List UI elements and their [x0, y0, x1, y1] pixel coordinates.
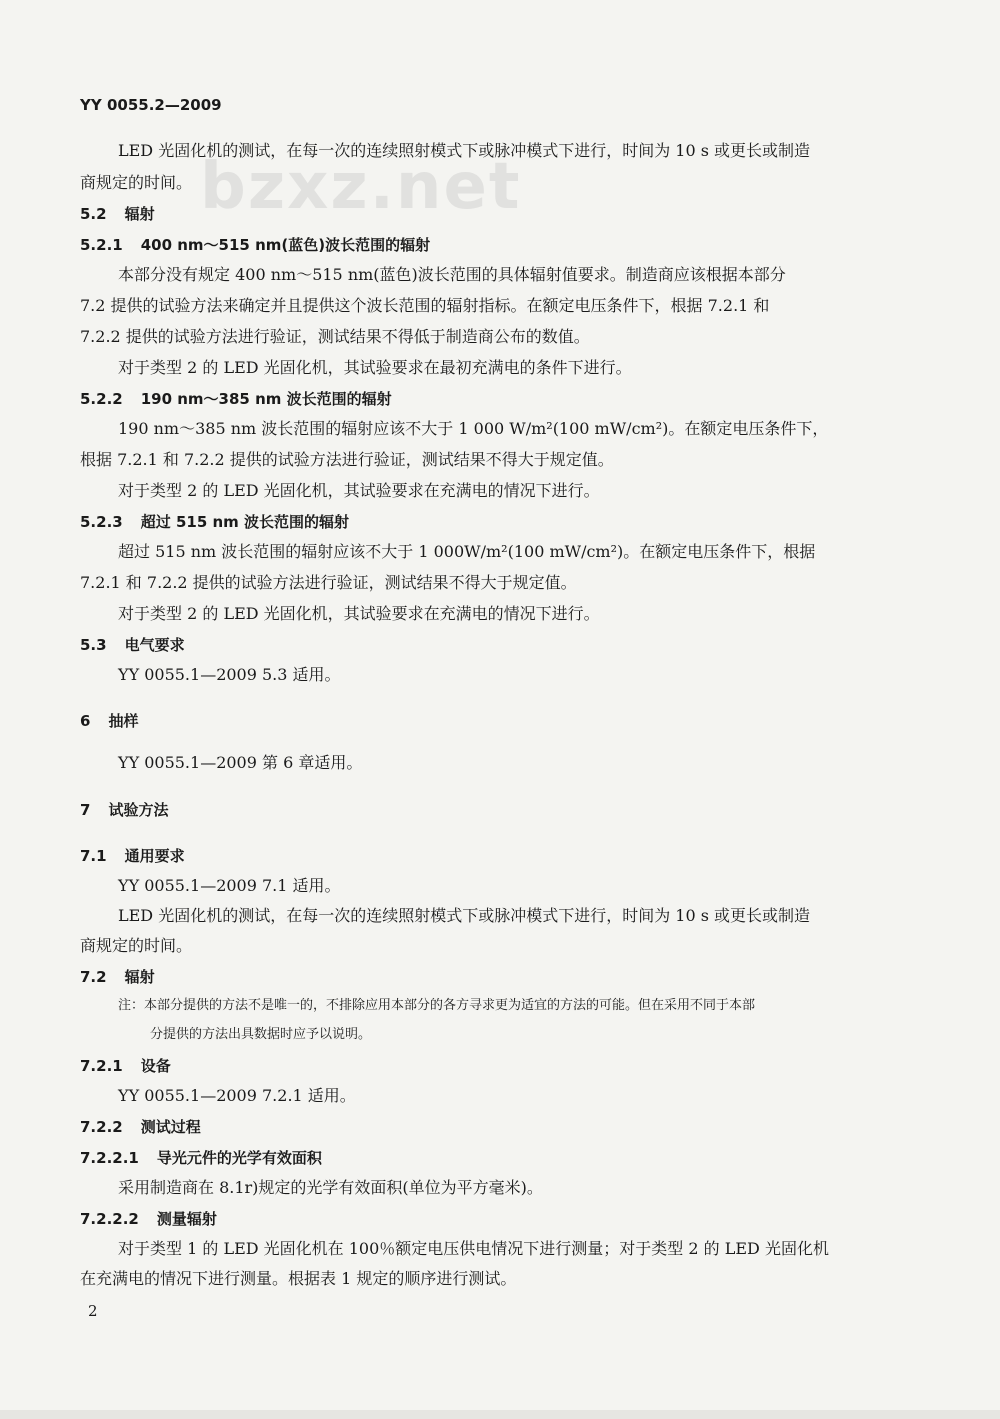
section-title: 设备 [140, 1057, 171, 1075]
section-heading-5-2-2 [80, 388, 392, 410]
paragraph-line: 对于类型 1 的 LED 光固化机在 100％额定电压供电情况下进行测量；对于类型 2 的 LED 光固化机 [118, 1239, 829, 1258]
paragraph-line: YY 0055.1—2009 7.2.1 适用。 [118, 1086, 356, 1105]
section-title: 导光元件的光学有效面积 [156, 1149, 322, 1167]
page-number: 2 [88, 1302, 98, 1320]
section-heading-7-2-1 [80, 1055, 171, 1077]
paragraph-line: 7.2.1 和 7.2.2 提供的试验方法进行验证，测试结果不得大于规定值。 [80, 573, 577, 592]
section-number: 5.2.3 [80, 513, 123, 531]
chapter-heading-6 [80, 710, 138, 732]
section-title: 辐射 [124, 968, 155, 986]
paragraph-line: 根据 7.2.1 和 7.2.2 提供的试验方法进行验证，测试结果不得大于规定值。 [80, 450, 614, 469]
paragraph-line: 本部分没有规定 400 nm～515 nm(蓝色)波长范围的具体辐射值要求。制造商应该根据本部分 [118, 265, 786, 284]
section-title: 190 nm～385 nm 波长范围的辐射 [140, 390, 392, 408]
section-number: 5.2.2 [80, 390, 123, 408]
page-bottom-edge [0, 1410, 1000, 1419]
paragraph-line: LED 光固化机的测试，在每一次的连续照射模式下或脉冲模式下进行，时间为 10 s 或更长或制造 [118, 906, 811, 925]
section-title: 试验方法 [108, 801, 169, 819]
note-line: 注：本部分提供的方法不是唯一的，不排除应用本部分的各方寻求更为适宜的方法的可能。但在采用不同于本部 [118, 998, 756, 1013]
paragraph-line: 7.2 提供的试验方法来确定并且提供这个波长范围的辐射指标。在额定电压条件下，根据 7.2.1 和 [80, 296, 770, 315]
section-number: 7.2 [80, 968, 107, 986]
section-number: 5.2.1 [80, 236, 123, 254]
section-number: 7.1 [80, 847, 107, 865]
chapter-heading-7 [80, 799, 168, 821]
section-number: 5.3 [80, 636, 107, 654]
paragraph-line: 在充满电的情况下进行测量。根据表 1 规定的顺序进行测试。 [80, 1269, 517, 1288]
paragraph-line: 对于类型 2 的 LED 光固化机，其试验要求在充满电的情况下进行。 [118, 481, 600, 500]
section-heading-7-2-2-2 [80, 1208, 217, 1230]
paragraph-line: YY 0055.1—2009 7.1 适用。 [118, 876, 341, 895]
paragraph-line: 商规定的时间。 [80, 936, 193, 955]
section-title: 超过 515 nm 波长范围的辐射 [140, 513, 350, 531]
section-number: 7.2.1 [80, 1057, 123, 1075]
section-title: 通用要求 [124, 847, 185, 865]
paragraph-line: 超过 515 nm 波长范围的辐射应该不大于 1 000W/m²(100 mW/cm²)。在额定电压条件下，根据 [118, 542, 816, 561]
paragraph-line: 7.2.2 提供的试验方法进行验证，测试结果不得低于制造商公布的数值。 [80, 327, 590, 346]
standard-code: YY 0055.2—2009 [80, 96, 222, 114]
section-heading-5-2-3 [80, 511, 349, 533]
paragraph-line: YY 0055.1—2009 5.3 适用。 [118, 665, 341, 684]
section-title: 测量辐射 [156, 1210, 217, 1228]
section-heading-5-3 [80, 634, 185, 656]
section-title: 电气要求 [124, 636, 185, 654]
section-heading-7-2 [80, 966, 155, 988]
section-heading-5-2 [80, 203, 155, 225]
section-number: 7 [80, 801, 91, 819]
paragraph-line: YY 0055.1—2009 第 6 章适用。 [118, 753, 363, 772]
section-title: 测试过程 [140, 1118, 201, 1136]
paragraph-line: LED 光固化机的测试，在每一次的连续照射模式下或脉冲模式下进行，时间为 10 s 或更长或制造 [118, 141, 811, 160]
section-heading-5-2-1 [80, 234, 430, 256]
paragraph-line: 对于类型 2 的 LED 光固化机，其试验要求在最初充满电的条件下进行。 [118, 358, 632, 377]
section-heading-7-2-2-1 [80, 1147, 322, 1169]
section-number: 7.2.2.1 [80, 1149, 139, 1167]
paragraph-line: 采用制造商在 8.1r)规定的光学有效面积(单位为平方毫米)。 [118, 1178, 543, 1197]
section-number: 7.2.2 [80, 1118, 123, 1136]
note-line: 分提供的方法出具数据时应予以说明。 [150, 1027, 372, 1042]
paragraph-line: 商规定的时间。 [80, 173, 193, 192]
section-heading-7-2-2 [80, 1116, 201, 1138]
section-number: 7.2.2.2 [80, 1210, 139, 1228]
paragraph-line: 190 nm～385 nm 波长范围的辐射应该不大于 1 000 W/m²(100 mW/cm²)。在额定电压条件下， [118, 419, 829, 438]
watermark: bzxz.net [200, 150, 522, 224]
section-number: 5.2 [80, 205, 107, 223]
section-title: 抽样 [108, 712, 139, 730]
paragraph-line: 对于类型 2 的 LED 光固化机，其试验要求在充满电的情况下进行。 [118, 604, 600, 623]
section-number: 6 [80, 712, 91, 730]
section-title: 辐射 [124, 205, 155, 223]
section-title: 400 nm～515 nm(蓝色)波长范围的辐射 [140, 236, 431, 254]
section-heading-7-1 [80, 845, 185, 867]
